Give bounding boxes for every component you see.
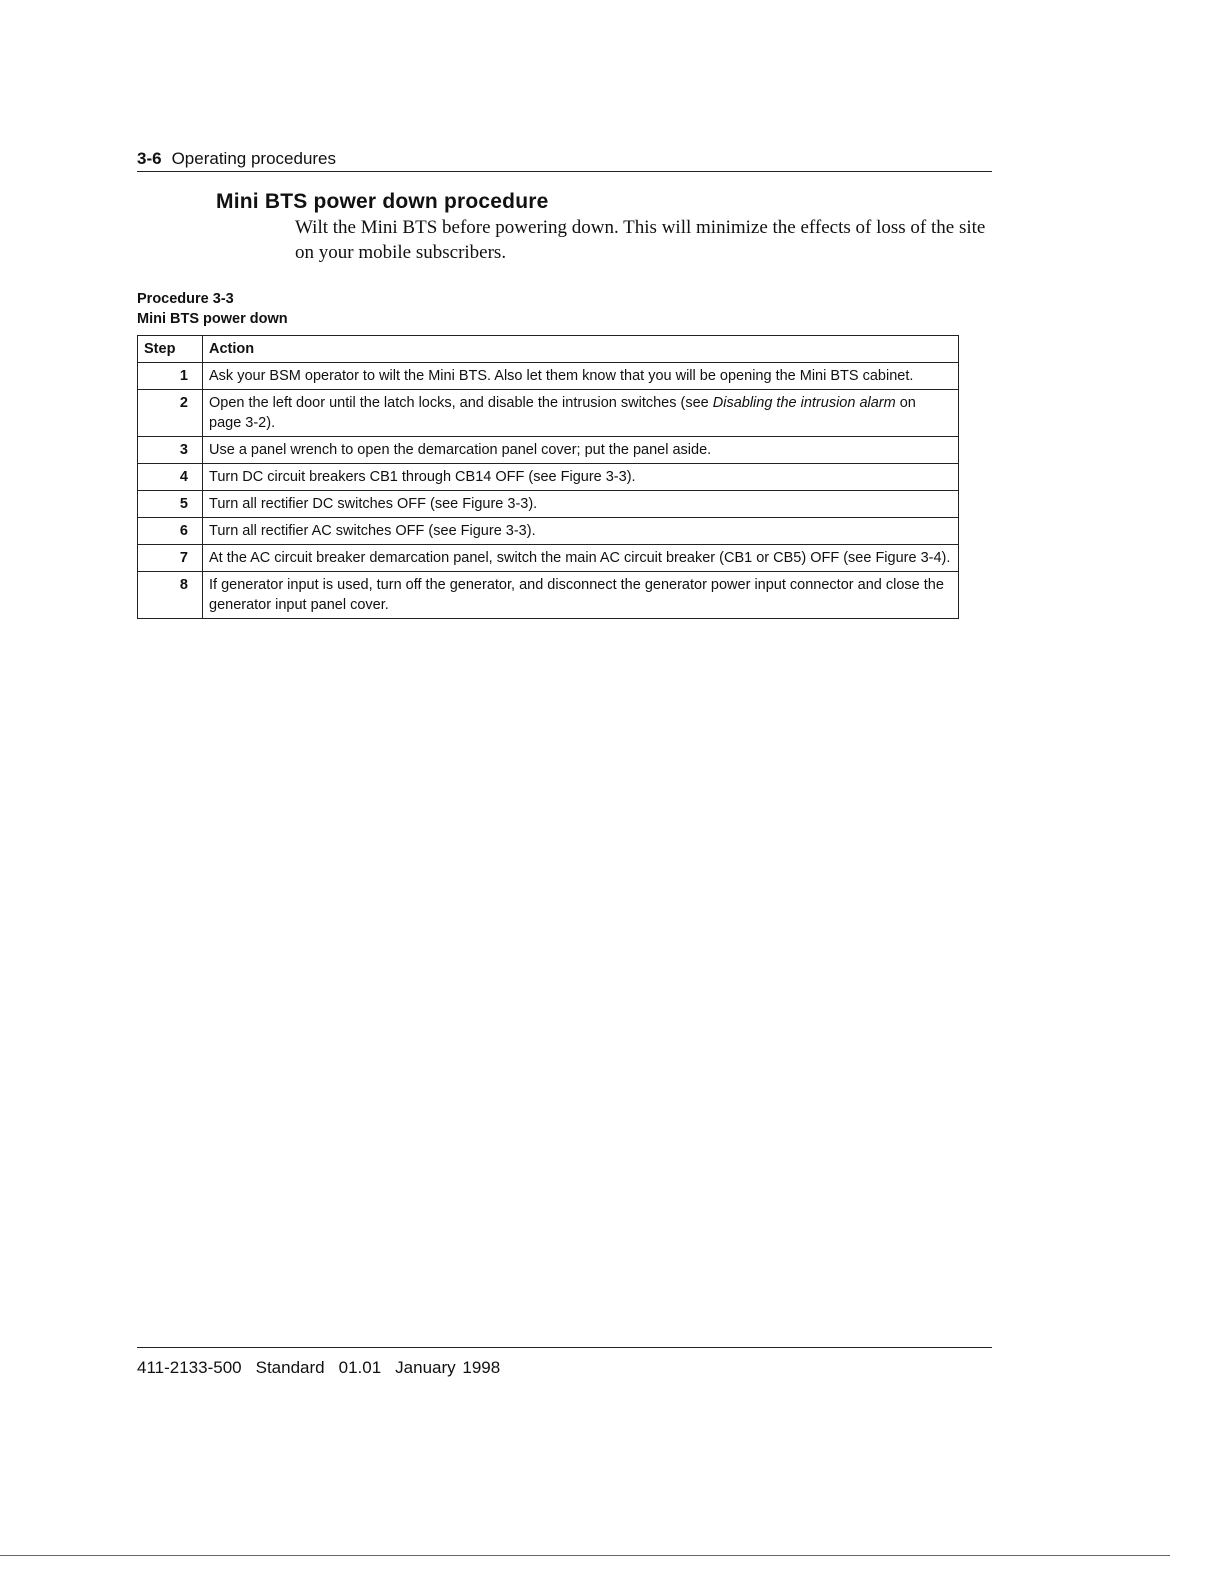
- step-number: 6: [138, 518, 203, 545]
- chapter-title: Operating procedures: [171, 149, 337, 168]
- step-action-text: Open the left door until the latch locks, and disable the intrusion switches (see: [209, 395, 713, 411]
- document-status: Standard: [255, 1358, 325, 1377]
- action-column-header: Action: [203, 336, 959, 363]
- step-action: Ask your BSM operator to wilt the Mini BTS. Also let them know that you will be opening the Mini BTS cabinet.: [203, 363, 959, 390]
- table-row: [138, 464, 959, 491]
- section-number: 3-6: [137, 149, 162, 168]
- step-action: If generator input is used, turn off the generator, and disconnect the generator power input connector and close the generator input panel cover.: [203, 572, 959, 619]
- table-row: [138, 518, 959, 545]
- table-row: [138, 390, 959, 437]
- table-row: [138, 363, 959, 390]
- document-number: 411-2133-500: [137, 1358, 242, 1377]
- section-title: Mini BTS power down procedure: [216, 190, 549, 213]
- step-column-header: Step: [138, 336, 203, 363]
- procedure-table: [137, 335, 959, 619]
- scan-edge-line: [0, 1555, 1170, 1556]
- procedure-number: Procedure 3-3: [137, 291, 234, 307]
- step-number: 3: [138, 437, 203, 464]
- step-action: Use a panel wrench to open the demarcation panel cover; put the panel aside.: [203, 437, 959, 464]
- page-header: [137, 149, 992, 172]
- document-date: January 1998: [395, 1358, 501, 1377]
- step-action-text: on page 3-2).: [209, 395, 916, 431]
- step-number: 8: [138, 572, 203, 619]
- procedure-label: [137, 289, 288, 329]
- table-header-row: [138, 336, 959, 363]
- step-action: Turn all rectifier DC switches OFF (see Figure 3-3).: [203, 491, 959, 518]
- table-row: [138, 572, 959, 619]
- table-row: [138, 437, 959, 464]
- step-number: 5: [138, 491, 203, 518]
- step-action: Turn all rectifier AC switches OFF (see Figure 3-3).: [203, 518, 959, 545]
- step-action: [203, 390, 959, 437]
- table-row: [138, 491, 959, 518]
- step-number: 7: [138, 545, 203, 572]
- table-row: [138, 545, 959, 572]
- step-number: 1: [138, 363, 203, 390]
- step-number: 2: [138, 390, 203, 437]
- procedure-name: Mini BTS power down: [137, 311, 288, 327]
- step-action: At the AC circuit breaker demarcation panel, switch the main AC circuit breaker (CB1 or CB5) OFF (see Figure 3-4).: [203, 545, 959, 572]
- intro-paragraph: Wilt the Mini BTS before powering down. This will minimize the effects of loss of the site on your mobile subscribers.: [295, 217, 986, 263]
- step-number: 4: [138, 464, 203, 491]
- cross-reference-link[interactable]: Disabling the intrusion alarm: [712, 395, 896, 411]
- document-version: 01.01: [338, 1358, 382, 1377]
- page-footer: [137, 1347, 992, 1378]
- step-action: Turn DC circuit breakers CB1 through CB14 OFF (see Figure 3-3).: [203, 464, 959, 491]
